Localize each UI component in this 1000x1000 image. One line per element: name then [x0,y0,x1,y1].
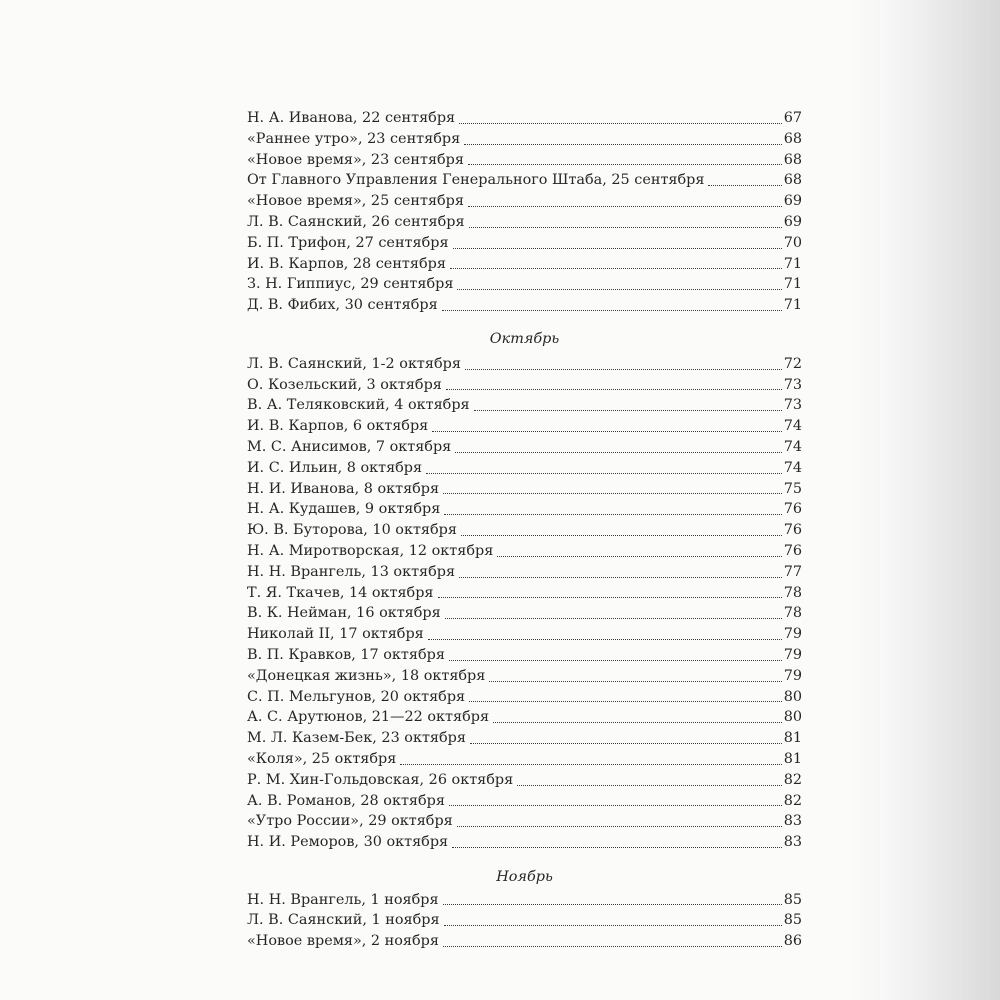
toc-entry [247,770,802,791]
section-heading-november: Ноябрь [496,868,553,885]
entry-title: Н. Н. Врангель, 1 ноября [247,891,439,908]
toc-entry [247,890,802,911]
entry-page-number: 68 [783,172,802,189]
toc-entry [247,728,802,749]
entry-page-number: 76 [783,522,802,539]
entry-page-number: 74 [783,459,802,476]
dot-leader [469,700,782,702]
entry-title: Н. А. Иванова, 22 сентября [247,110,456,126]
toc-entry [247,212,802,233]
dot-leader [445,617,782,619]
entry-title: А. С. Арутюнов, 21—22 октября [247,709,490,726]
toc-entry [247,687,802,708]
entry-page-number: 69 [783,193,802,210]
entry-page-number: 82 [783,792,802,809]
toc-entry [247,832,802,853]
entry-page-number: 80 [783,709,802,726]
entry-page-number: 78 [783,605,802,622]
entry-page-number: 70 [783,234,802,251]
entry-page-number: 71 [783,276,802,293]
dot-leader [428,638,782,640]
entry-title: «Утро России», 29 октября [247,813,453,830]
entry-page-number: 80 [783,688,802,705]
november-entries [247,890,802,952]
dot-leader [493,721,782,723]
toc-entry [247,150,802,171]
entry-page-number: 72 [783,355,802,372]
toc-entry [247,108,802,129]
toc-entry [247,931,802,952]
dot-leader [461,534,782,536]
toc-entry [247,645,802,666]
entry-title: «Коля», 25 октября [247,750,397,767]
entry-title: Ю. В. Буторова, 10 октября [247,522,457,539]
toc-entry [247,191,802,212]
toc-entry [247,541,802,562]
toc-entry [247,811,802,832]
dot-leader [468,163,782,165]
entry-page-number: 68 [783,151,802,168]
dot-leader [426,472,782,474]
dot-leader [443,945,782,947]
toc-entry [247,749,802,770]
entry-page-number: 83 [783,834,802,851]
entry-title: «Новое время», 25 сентября [247,193,464,210]
entry-title: Н. Н. Врангель, 13 октября [247,563,456,580]
dot-leader [708,184,781,186]
entry-title: Николай II, 17 октября [247,626,424,643]
dot-leader [517,784,781,786]
dot-leader [442,309,782,311]
entry-page-number: 81 [783,750,802,767]
entry-page-number: 78 [783,584,802,601]
toc-entry [247,437,802,458]
entry-title: «Новое время», 2 ноября [247,933,439,950]
toc-entry [247,707,802,728]
entry-title: Л. В. Саянский, 1 ноября [247,912,440,929]
toc-entry [247,354,802,375]
entry-page-number: 86 [783,933,802,950]
entry-title: Н. А. Кудашев, 9 октября [247,501,441,518]
entry-title: И. В. Карпов, 6 октября [247,418,429,435]
toc-entry [247,458,802,479]
entry-page-number: 73 [783,376,802,393]
dot-leader [474,409,782,411]
entry-title: Н. А. Миротворская, 12 октября [247,542,494,559]
toc-entry [247,295,802,316]
toc-entry [247,170,802,191]
entry-title: Н. И. Реморов, 30 октября [247,834,449,851]
toc-entry [247,274,802,295]
entry-page-number: 82 [783,771,802,788]
section-heading-october: Октябрь [489,330,560,347]
dot-leader [455,451,781,453]
entry-title: «Новое время», 23 сентября [247,151,464,168]
entry-title: В. П. Кравков, 17 октября [247,646,445,663]
toc-entry [247,233,802,254]
entry-page-number: 76 [783,501,802,518]
dot-leader [400,763,781,765]
toc-entry [247,479,802,500]
toc-entry [247,129,802,150]
dot-leader [457,825,782,827]
toc-entry [247,375,802,396]
dot-leader [443,492,782,494]
entry-page-number: 85 [783,912,802,929]
entry-title: Б. П. Трифон, 27 сентября [247,234,449,251]
entry-page-number: 69 [783,213,802,230]
toc-entry [247,520,802,541]
entry-title: «Раннее утро», 23 сентября [247,130,461,147]
october-entries [247,354,802,853]
entry-title: З. Н. Гиппиус, 29 сентября [247,276,454,293]
dot-leader [444,924,782,926]
entry-page-number: 76 [783,542,802,559]
dot-leader [452,846,782,848]
toc-entry [247,791,802,812]
entry-page-number: 75 [783,480,802,497]
dot-leader [489,680,781,682]
entry-title: М. С. Анисимов, 7 октября [247,438,452,455]
entry-page-number: 83 [783,813,802,830]
entry-title: Т. Я. Ткачев, 14 октября [247,584,434,601]
dot-leader [459,122,782,124]
toc-entry [247,583,802,604]
entry-title: Р. М. Хин-Гольдовская, 26 октября [247,771,514,788]
entry-page-number: 71 [783,255,802,272]
dot-leader [449,804,782,806]
dot-leader [446,388,782,390]
entry-page-number: 85 [783,891,802,908]
entry-title: О. Козельский, 3 октября [247,376,442,393]
entry-page-number: 79 [783,626,802,643]
dot-leader [438,596,782,598]
entry-page-number: 74 [783,418,802,435]
entry-page-number: 74 [783,438,802,455]
dot-leader [443,903,782,905]
entry-title: «Донецкая жизнь», 18 октября [247,667,486,684]
page-edge-shadow [850,0,1000,1000]
dot-leader [449,659,782,661]
toc-entry [247,666,802,687]
dot-leader [469,226,782,228]
entry-title: Л. В. Саянский, 1-2 октября [247,355,461,372]
entry-title: С. П. Мельгунов, 20 октября [247,688,466,705]
entry-page-number: 79 [783,646,802,663]
toc-entry [247,499,802,520]
dot-leader [457,288,781,290]
entry-title: В. К. Нейман, 16 октября [247,605,441,622]
entry-title: А. В. Романов, 28 октября [247,792,445,809]
entry-title: М. Л. Казем-Бек, 23 октября [247,730,466,747]
dot-leader [450,267,782,269]
september-entries [247,108,802,316]
dot-leader [465,368,782,370]
table-of-contents [247,108,802,952]
dot-leader [468,205,782,207]
dot-leader [459,576,782,578]
dot-leader [464,143,782,145]
toc-entry [247,416,802,437]
dot-leader [444,513,781,515]
entry-title: И. С. Ильин, 8 октября [247,459,423,476]
entry-title: Л. В. Саянский, 26 сентября [247,213,465,230]
toc-entry [247,910,802,931]
entry-page-number: 79 [783,667,802,684]
toc-entry [247,395,802,416]
entry-page-number: 81 [783,730,802,747]
entry-page-number: 71 [783,297,802,314]
dot-leader [497,555,781,557]
entry-page-number: 73 [783,397,802,414]
entry-title: И. В. Карпов, 28 сентября [247,255,446,272]
dot-leader [432,430,781,432]
dot-leader [470,742,782,744]
toc-entry [247,603,802,624]
entry-page-number: 77 [783,563,802,580]
toc-entry [247,562,802,583]
entry-title: От Главного Управления Генерального Штаба, 25 сентября [247,172,705,189]
entry-title: В. А. Теляковский, 4 октября [247,397,470,414]
toc-entry [247,624,802,645]
dot-leader [453,247,782,249]
entry-page-number: 68 [783,130,802,147]
entry-title: Д. В. Фибих, 30 сентября [247,297,438,314]
entry-page-number: 67 [783,110,802,126]
entry-title: Н. И. Иванова, 8 октября [247,480,440,497]
toc-entry [247,254,802,275]
